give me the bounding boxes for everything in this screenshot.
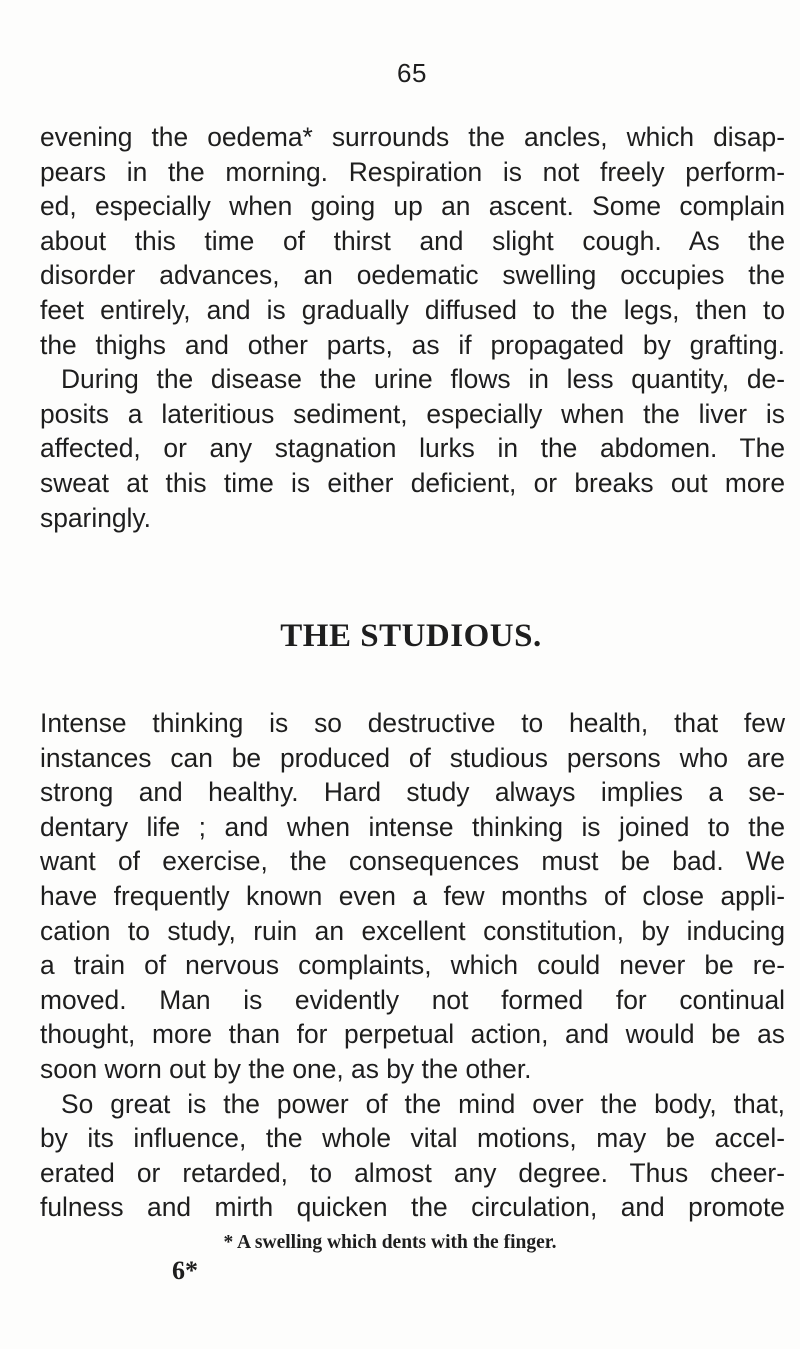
- text-line: instances can be produced of studious persons who are: [40, 742, 785, 773]
- text-line: have frequently known even a few months of close appli-: [40, 880, 785, 911]
- text-line: by its influence, the whole vital motions, may be accel-: [40, 1123, 785, 1154]
- text-line: want of exercise, the consequences must be bad. We: [40, 846, 785, 877]
- text-line: sparingly.: [40, 502, 151, 533]
- text-line: So great is the power of the mind over the body, that,: [61, 1088, 785, 1119]
- text-line: soon worn out by the one, as by the other.: [40, 1053, 532, 1084]
- text-block-lower: [40, 706, 785, 1225]
- footnote: * A swelling which dents with the finger.: [223, 1232, 557, 1253]
- text-line: a train of nervous complaints, which could never be re-: [40, 950, 785, 981]
- text-line: Intense thinking is so destructive to health, that few: [40, 708, 785, 738]
- text-line: posits a lateritious sediment, especially when the liver is: [40, 398, 785, 429]
- text-line: the thighs and other parts, as if propagated by grafting.: [40, 329, 785, 360]
- text-line: evening the oedema* surrounds the ancles, which disap-: [40, 122, 785, 152]
- text-line: fulness and mirth quicken the circulation, and promote: [40, 1192, 785, 1223]
- text-line: moved. Man is evidently not formed for continual: [40, 984, 785, 1015]
- text-line: erated or retarded, to almost any degree. Thus cheer-: [40, 1157, 785, 1188]
- text-line: feet entirely, and is gradually diffused to the legs, then to: [40, 294, 785, 325]
- text-line: affected, or any stagnation lurks in the abdomen. The: [40, 433, 785, 464]
- text-block-upper: [40, 120, 785, 535]
- text-line: sweat at this time is either deficient, or breaks out more: [40, 467, 785, 498]
- text-line: strong and healthy. Hard study always implies a se-: [40, 777, 785, 808]
- text-line: During the disease the urine flows in less quantity, de-: [61, 364, 785, 395]
- section-heading: THE STUDIOUS.: [280, 618, 542, 654]
- text-line: thought, more than for perpetual action, and would be as: [40, 1019, 785, 1050]
- page-number: 65: [397, 58, 427, 88]
- text-line: ed, especially when going up an ascent. Some complain: [40, 191, 785, 222]
- text-line: cation to study, ruin an excellent constitution, by inducing: [40, 915, 785, 946]
- text-line: dentary life ; and when intense thinking is joined to the: [40, 811, 785, 842]
- text-line: about this time of thirst and slight cough. As the: [40, 225, 785, 256]
- text-line: pears in the morning. Respiration is not freely perform-: [40, 156, 785, 187]
- text-line: disorder advances, an oedematic swelling occupies the: [40, 260, 785, 291]
- signature-mark: 6*: [172, 1256, 198, 1285]
